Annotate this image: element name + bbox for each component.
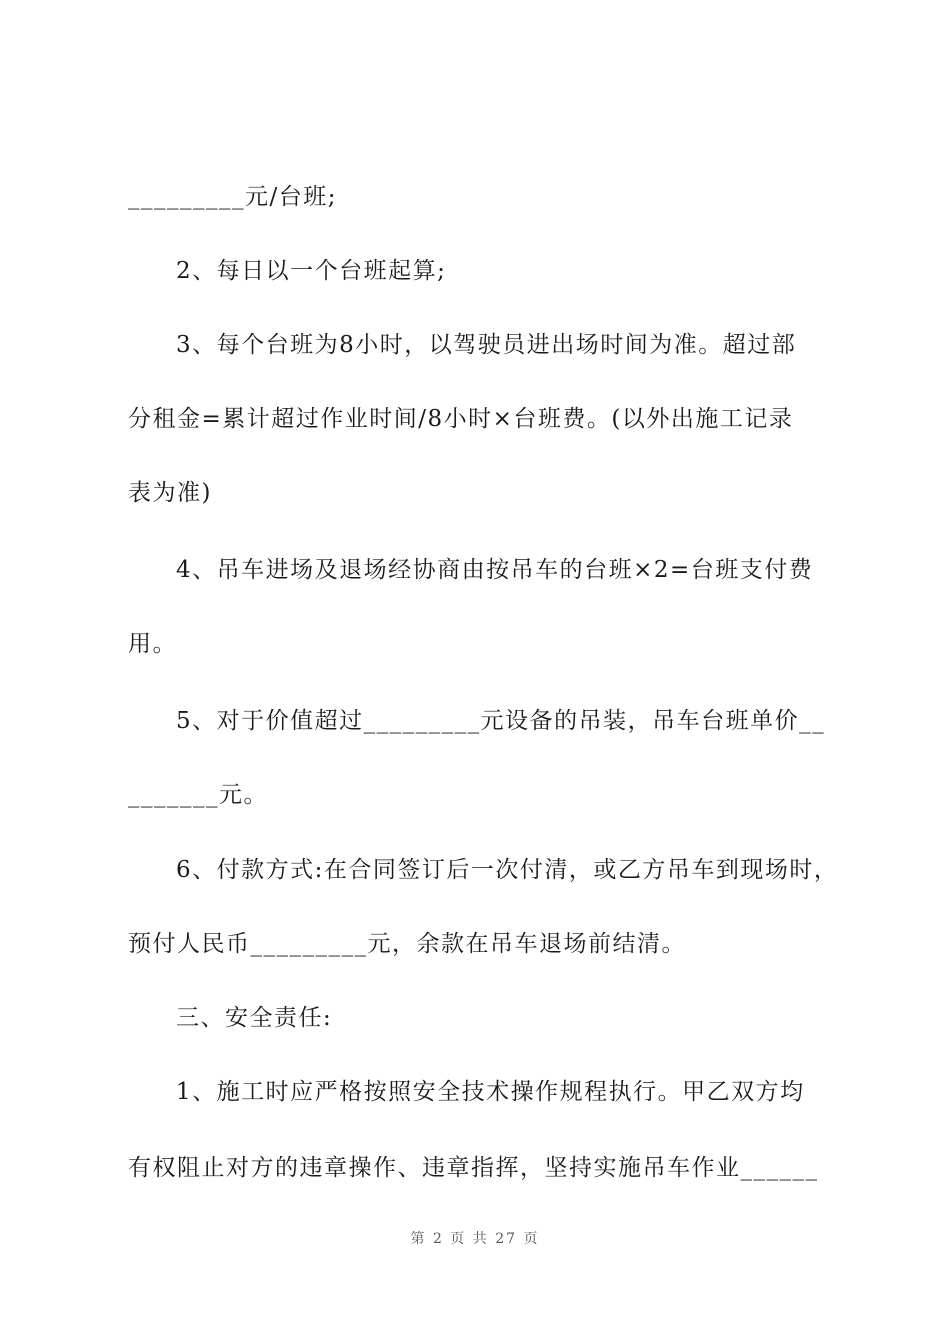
text-line-13: 1、施工时应严格按照安全技术操作规程执行。甲乙双方均: [176, 1079, 805, 1105]
text-line-4: 分租金=累计超过作业时间/8小时×台班费。(以外出施工记录: [128, 406, 794, 432]
text-line-5: 表为准): [128, 480, 212, 506]
text-line-2: 2、每日以一个台班起算;: [176, 258, 447, 284]
text-line-7: 用。: [128, 631, 177, 657]
text-line-11: 预付人民币_________元，余款在吊车退场前结清。: [128, 931, 686, 957]
text-line-10: 6、付款方式:在合同签订后一次付清，或乙方吊车到现场时，: [176, 857, 839, 883]
text-line-14: 有权阻止对方的违章操作、违章指挥，坚持实施吊车作业______: [128, 1155, 819, 1181]
text-line-3: 3、每个台班为8小时，以驾驶员进出场时间为准。超过部: [176, 332, 797, 358]
text-line-6: 4、吊车进场及退场经协商由按吊车的台班×2=台班支付费: [176, 557, 814, 583]
page-number-footer: 第 2 页 共 27 页: [410, 1231, 540, 1247]
text-line-12: 三、安全责任:: [176, 1005, 333, 1031]
text-line-1: _________元/台班;: [128, 184, 337, 210]
text-line-8: 5、对于价值超过_________元设备的吊装，吊车台班单价__: [176, 708, 826, 734]
text-line-9: _______元。: [128, 782, 268, 808]
